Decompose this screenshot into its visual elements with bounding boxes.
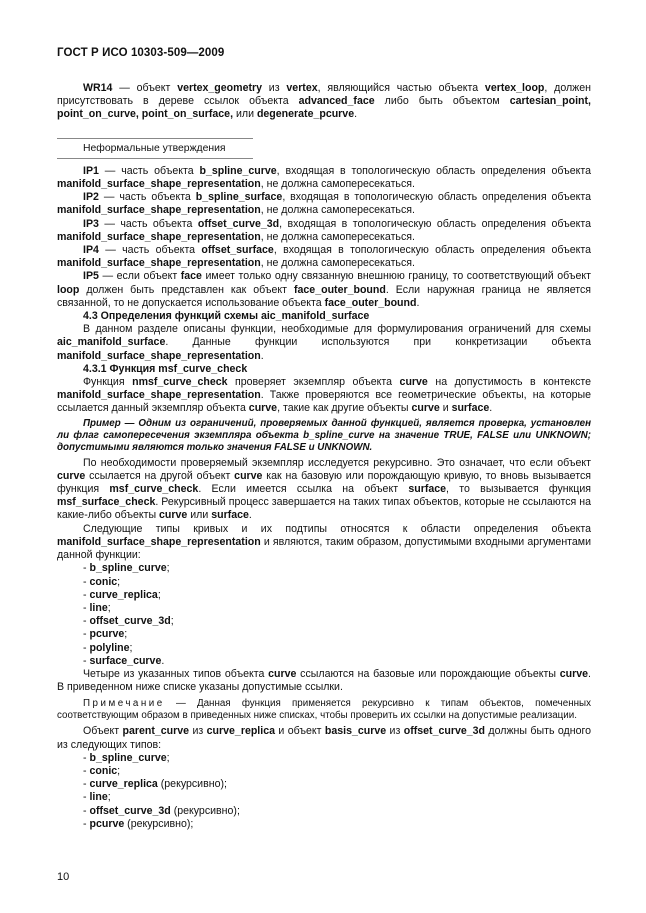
paragraph-4-3: В данном разделе описаны функции, необходимые для формулирования ограничений для схемы aic_manifold_surface. Данные функции используются при конкретизации объекта manifold_surface_shape_representation. (57, 323, 591, 362)
note-text: Примечание — Данная функция применяется рекурсивно к типам объектов, помеченных соответствующим образом в приведенных ниже списках, чтобы проверить их ссылки на допустимые реализации. (57, 698, 591, 722)
list-item: - pcurve (рекурсивно); (83, 817, 194, 830)
paragraph-ip4: IP4 — часть объекта offset_surface, входящая в топологическую область определения объекта manifold_surface_shape_representation, не должна самопересекаться. (57, 244, 592, 270)
list-item: - line; (83, 791, 111, 804)
paragraph-recursive: По необходимости проверяемый экземпляр исследуется рекурсивно. Это означает, что если объект curve ссылается на другой объект curve как на базовую или порождающую кривую, то вновь вызывается функция msf_curve_check. Если имеется ссылка на объект surface, то вызывается функция msf_surface_check. Рекурсивный процесс завершается на таких типах объектов, которые не ссылаются на какие-либо объекты curve или surface. (57, 456, 591, 522)
paragraph-types-intro: Следующие типы кривых и их подтипы относятся к области определения объекта manifold_surface_shape_representation и являются, таким образом, допустимыми входными аргументами данной функции: (57, 522, 591, 562)
paragraph-four-types: Четыре из указанных типов объекта curve ссылаются на базовые или порождающие объекты curve. В приведенном ниже списке указаны допустимые ссылки. (57, 667, 591, 694)
paragraph-ip2: IP2 — часть объекта b_spline_surface, входящая в топологическую область определения объекта manifold_surface_shape_representation, не должна самопересекаться. (57, 191, 592, 217)
list-item: - polyline; (83, 641, 133, 654)
paragraph-wr14: WR14 — объект vertex_geometry из vertex, являющийся частью объекта vertex_loop, должен присутствовать в дереве ссылок объекта advanced_face либо быть объектом cartesian_point, point_on_curve, point_on_surface, или degenerate_pcurve. (57, 82, 591, 121)
example-text: Пример — Одним из ограничений, проверяемых данной функцией, является проверка, установлен ли флаг самопересечения экземпляра объекта b_spline_curve на значение TRUE, FALSE или UNKNOWN; допустимыми являются только значения FALSE и UNKNOWN. (57, 417, 591, 453)
section-4-3-1-title: 4.3.1 Функция msf_curve_check (83, 362, 248, 375)
informal-heading: Неформальные утверждения (57, 138, 253, 159)
parent-type-list (57, 752, 591, 831)
list-item: - surface_curve. (83, 654, 165, 667)
list-item: - pcurve; (83, 628, 128, 641)
list-item: - conic; (83, 764, 121, 777)
paragraph-4-3-1: Функция nmsf_curve_check проверяет экземпляр объекта curve на допустимость в контексте manifold_surface_shape_representation. Также проверяются все геометрические объекты, на которые ссылается данный экземпляр объекта curve, такие как другие объекты curve и surface. (57, 376, 591, 415)
list-item: - conic; (83, 575, 121, 588)
list-item: - line; (83, 601, 111, 614)
section-4-3-title: 4.3 Определения функций схемы aic_manifold_surface (83, 310, 370, 323)
paragraph-ip3: IP3 — часть объекта offset_curve_3d, входящая в топологическую область определения объекта manifold_surface_shape_representation, не должна самопересекаться. (57, 217, 591, 243)
list-item: - offset_curve_3d; (83, 615, 174, 628)
paragraph-ip5: IP5 — если объект face имеет только одну связанную внешнюю границу, то соответствующий объект loop должен быть представлен как объект face_outer_bound. Если наружная граница не является связанной, то не допускается использование объекта face_outer_bound. (57, 270, 591, 309)
list-item: - offset_curve_3d (рекурсивно); (83, 804, 240, 817)
curve-type-list (57, 562, 591, 668)
page-number: 10 (57, 871, 70, 883)
document-header: ГОСТ Р ИСО 10303-509—2009 (57, 47, 225, 59)
list-item: - b_spline_curve; (83, 751, 170, 764)
list-item: - curve_replica; (83, 588, 161, 601)
document-body (57, 82, 591, 831)
list-item: - curve_replica (рекурсивно); (83, 778, 227, 791)
list-item: - b_spline_curve; (83, 562, 170, 575)
paragraph-parent-curve: Объект parent_curve из curve_replica и объект basis_curve из offset_curve_3d должны быть одного из следующих типов: (57, 725, 591, 751)
paragraph-ip1: IP1 — часть объекта b_spline_curve, входящая в топологическую область определения объекта manifold_surface_shape_representation, не должна самопересекаться. (57, 164, 591, 191)
